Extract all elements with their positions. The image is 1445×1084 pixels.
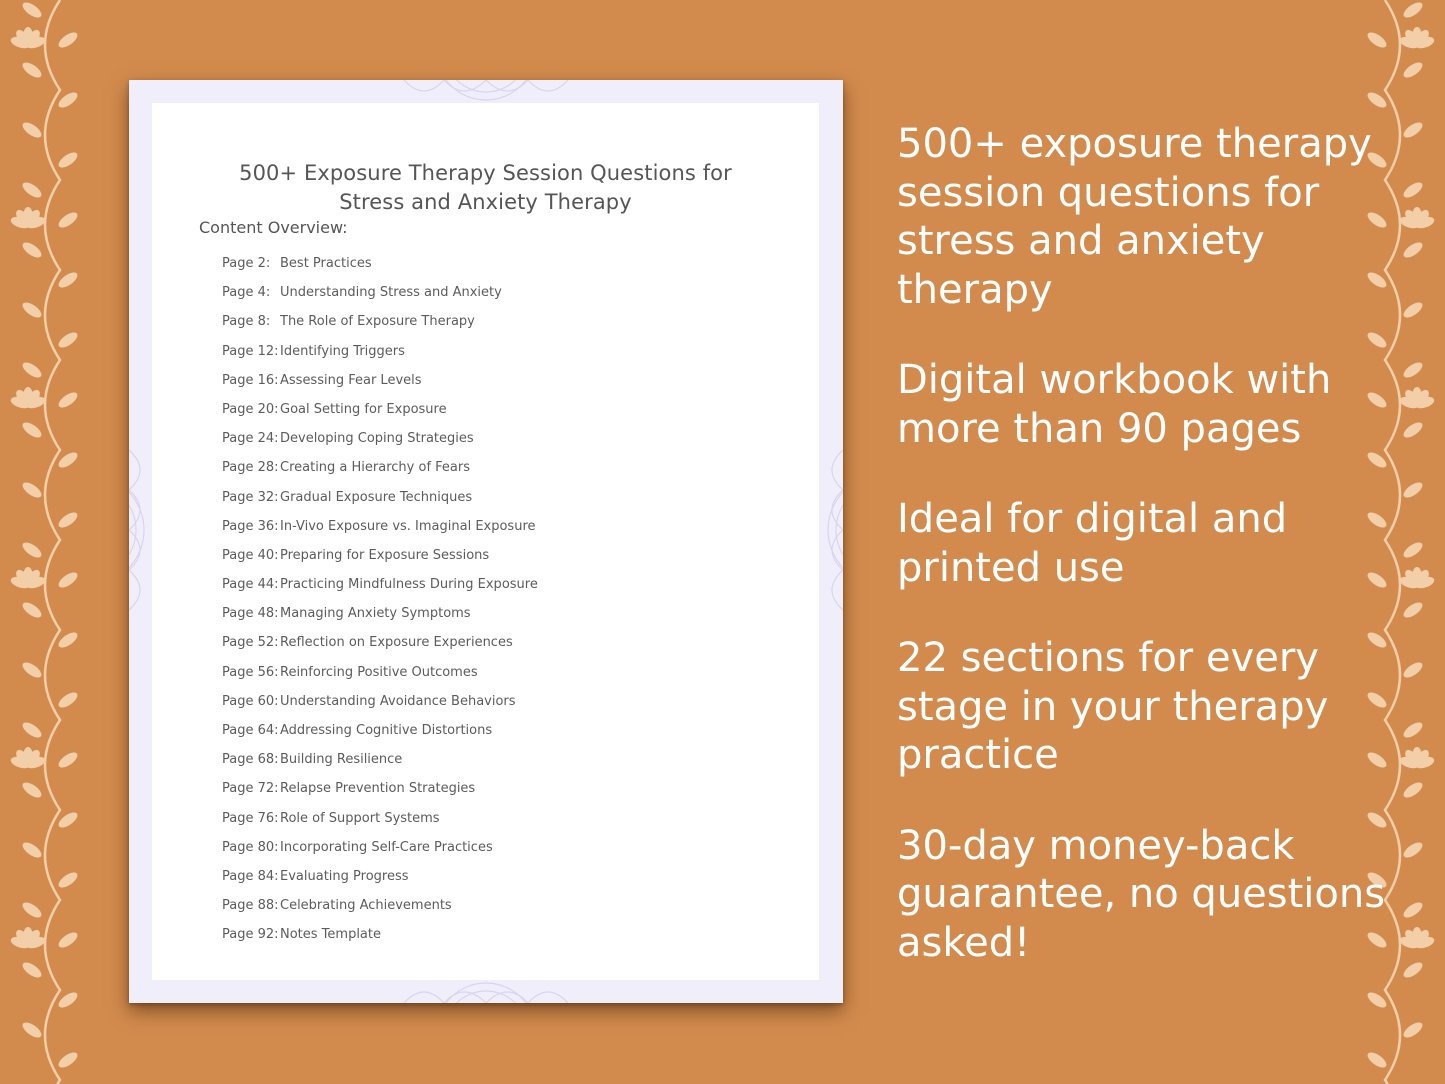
toc-page-number: Page 28: xyxy=(222,460,279,476)
toc-page-number: Page 32: xyxy=(222,489,279,505)
toc-item xyxy=(222,837,538,866)
toc-item xyxy=(222,399,538,428)
mandala-ornament-bottom-icon xyxy=(384,980,589,1003)
mandala-ornament-right-icon xyxy=(820,440,843,620)
toc-item xyxy=(222,370,538,399)
feature-guarantee: 30-day money-back guarantee, no questions asked! xyxy=(897,822,1386,966)
toc-item xyxy=(222,778,538,807)
feature-sections: 22 sections for every stage in your therapy practice xyxy=(897,635,1329,778)
toc-item xyxy=(222,428,538,457)
toc-section-title: Incorporating Self-Care Practices xyxy=(280,839,493,855)
toc-section-title: Celebrating Achievements xyxy=(280,898,452,914)
toc-section-title: Best Practices xyxy=(280,256,372,271)
table-of-contents xyxy=(222,253,538,954)
mandala-ornament-top-icon xyxy=(384,80,589,103)
toc-section-title: Building Resilience xyxy=(280,752,403,768)
toc-page-number: Page 92: xyxy=(222,927,279,943)
toc-page-number: Page 80: xyxy=(222,839,279,855)
feature-question-count: 500+ exposure therapy session questions for stress and anxiety therapy xyxy=(897,121,1372,313)
toc-section-title: Assessing Fear Levels xyxy=(280,372,422,388)
toc-item xyxy=(222,632,538,661)
toc-item xyxy=(222,282,538,311)
toc-section-title: Reflection on Exposure Experiences xyxy=(280,635,513,651)
toc-item xyxy=(222,457,538,486)
toc-page-number: Page 40: xyxy=(222,547,279,563)
toc-page-number: Page 68: xyxy=(222,752,279,768)
toc-item xyxy=(222,545,538,574)
toc-section-title: Addressing Cognitive Distortions xyxy=(280,723,493,738)
mandala-ornament-left-icon xyxy=(129,440,152,620)
toc-section-title: Evaluating Progress xyxy=(280,868,409,884)
toc-section-title: Reinforcing Positive Outcomes xyxy=(280,664,478,680)
toc-page-number: Page 52: xyxy=(222,635,279,651)
feature-list xyxy=(897,120,1417,1009)
feature-page-count: Digital workbook with more than 90 pages xyxy=(897,357,1332,452)
toc-section-title: Identifying Triggers xyxy=(280,343,405,359)
toc-item xyxy=(222,749,538,778)
toc-item xyxy=(222,253,538,282)
toc-section-title: In-Vivo Exposure vs. Imaginal Exposure xyxy=(280,518,536,534)
toc-section-title: Practicing Mindfulness During Exposure xyxy=(280,577,538,593)
toc-page-number: Page 4: xyxy=(222,285,271,301)
toc-section-title: Creating a Hierarchy of Fears xyxy=(280,460,471,476)
toc-page-number: Page 16: xyxy=(222,372,279,388)
toc-page-number: Page 88: xyxy=(222,898,279,914)
toc-page-number: Page 60: xyxy=(222,693,279,709)
toc-page-number: Page 12: xyxy=(222,343,279,359)
toc-section-title: Developing Coping Strategies xyxy=(280,431,474,447)
toc-item xyxy=(222,341,538,370)
toc-section-title: Gradual Exposure Techniques xyxy=(280,489,473,505)
toc-item xyxy=(222,720,538,749)
toc-page-number: Page 2: xyxy=(222,256,271,271)
toc-section-title: Managing Anxiety Symptoms xyxy=(280,606,471,622)
toc-page-number: Page 84: xyxy=(222,868,279,884)
toc-item xyxy=(222,487,538,516)
toc-item xyxy=(222,516,538,545)
toc-section-title: The Role of Exposure Therapy xyxy=(280,314,475,330)
toc-item xyxy=(222,808,538,837)
toc-page-number: Page 20: xyxy=(222,401,279,417)
toc-page-number: Page 76: xyxy=(222,810,279,826)
toc-section-title: Understanding Stress and Anxiety xyxy=(280,285,502,301)
toc-item xyxy=(222,691,538,720)
floral-vine-left-icon xyxy=(0,0,120,1084)
toc-page-number: Page 44: xyxy=(222,577,279,593)
toc-page-number: Page 64: xyxy=(222,723,279,738)
toc-item xyxy=(222,603,538,632)
toc-item xyxy=(222,866,538,895)
toc-item xyxy=(222,574,538,603)
toc-page-number: Page 72: xyxy=(222,781,279,797)
toc-page-number: Page 56: xyxy=(222,664,279,680)
content-overview-label: Content Overview: xyxy=(199,218,348,237)
toc-page-number: Page 36: xyxy=(222,518,279,534)
toc-section-title: Preparing for Exposure Sessions xyxy=(280,547,490,563)
toc-item xyxy=(222,311,538,340)
toc-section-title: Understanding Avoidance Behaviors xyxy=(280,693,516,709)
toc-section-title: Goal Setting for Exposure xyxy=(280,401,447,417)
toc-item xyxy=(222,662,538,691)
toc-item xyxy=(222,895,538,924)
toc-section-title: Relapse Prevention Strategies xyxy=(280,781,476,797)
toc-page-number: Page 48: xyxy=(222,606,279,622)
toc-section-title: Role of Support Systems xyxy=(280,810,440,826)
toc-page-number: Page 24: xyxy=(222,431,279,447)
toc-page-number: Page 8: xyxy=(222,314,271,330)
document-title-text: 500+ Exposure Therapy Session Questions for Stress and Anxiety Therapy xyxy=(239,161,732,214)
feature-usage: Ideal for digital and printed use xyxy=(897,496,1288,591)
workbook-page-preview xyxy=(129,80,843,1003)
page-content xyxy=(152,103,819,980)
toc-item xyxy=(222,924,538,953)
document-title xyxy=(152,159,819,217)
toc-section-title: Notes Template xyxy=(280,927,381,943)
